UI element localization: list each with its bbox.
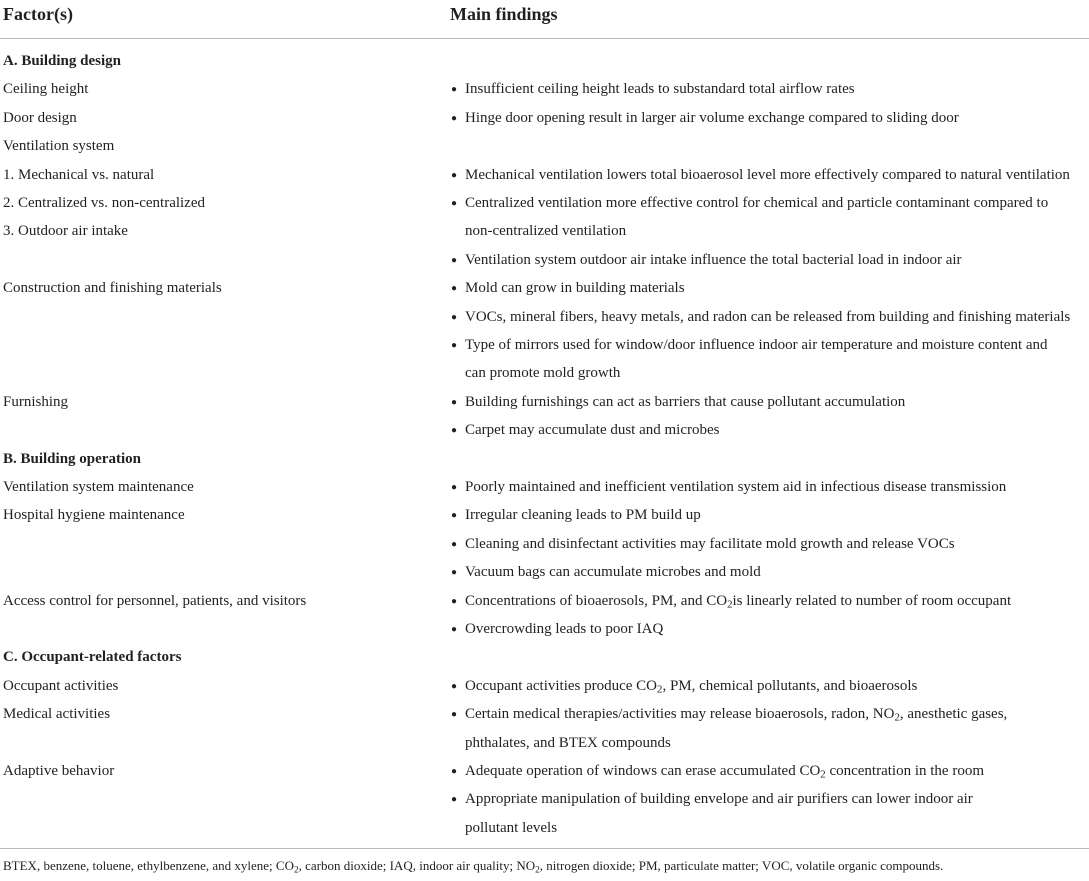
bullet-icon: ● (451, 794, 458, 806)
factor-cell: Ventilation system maintenance (3, 479, 194, 495)
table-row (0, 559, 1089, 587)
table-row (0, 389, 1089, 417)
factor-cell: Furnishing (3, 393, 69, 410)
section-row (0, 644, 1089, 672)
finding-cell: Certain medical therapies/activities may release bioaerosols, radon, $NO_2$, anesthetic gases, (465, 706, 1008, 724)
finding-cell: Ventilation system outdoor air intake influence the total bacterial load in indoor air (465, 251, 962, 268)
factor-cell: 3. Outdoor air intake (3, 223, 128, 240)
table-row (0, 304, 1089, 332)
finding-cell: non-centralized ventilation (465, 223, 627, 240)
table-row (0, 417, 1089, 445)
finding-cell: Concentrations of bioaerosols, PM, and $CO_2is$ linearly related to number of room occupant (465, 592, 1012, 611)
bullet-icon: ● (451, 482, 458, 493)
findings-column-header: Main findings (450, 4, 558, 24)
section-row (0, 48, 1089, 76)
finding-cell: Carpet may accumulate dust and microbes (465, 422, 720, 439)
finding-cell: phthalates, and BTEX compounds (465, 734, 671, 751)
table-row (0, 474, 1089, 502)
factor-cell: 2. Centralized vs. non-centralized (3, 195, 206, 211)
finding-cell: Appropriate manipulation of building envelope and air purifiers can lower indoor air (465, 791, 973, 808)
factor-column-header: Factor(s) (3, 4, 73, 24)
finding-cell: VOCs, mineral fibers, heavy metals, and radon can be released from building and finishing materials (465, 308, 1071, 325)
table-row (0, 815, 1089, 843)
table-row (0, 673, 1089, 701)
bullet-icon: ● (451, 254, 458, 266)
table-row (0, 360, 1089, 388)
bullet-icon: ● (451, 169, 458, 181)
table-row (0, 247, 1089, 275)
factor-cell: Adaptive behavior (3, 763, 115, 779)
table-row (0, 133, 1089, 161)
bullet-icon: ● (451, 510, 458, 522)
bullet-icon: ● (451, 595, 458, 607)
bullet-icon: ● (451, 311, 458, 323)
bullet-icon: ● (451, 425, 458, 437)
table-row (0, 531, 1089, 559)
factor-cell: Access control for personnel, patients, and visitors (3, 592, 307, 609)
finding-cell: can promote mold growth (465, 365, 621, 382)
factor-cell: Construction and finishing materials (3, 280, 222, 297)
bullet-icon: ● (451, 112, 458, 124)
factor-cell: Door design (3, 109, 77, 126)
finding-cell: Hinge door opening result in larger air volume exchange compared to sliding door (465, 109, 959, 126)
table-row (0, 190, 1089, 218)
table-row (0, 218, 1089, 246)
bullet-icon: ● (451, 567, 458, 579)
section-heading: B. Building operation (3, 450, 141, 467)
table-row (0, 616, 1089, 644)
section-heading: C. Occupant-related factors (3, 649, 182, 666)
table-row (0, 162, 1089, 190)
bullet-icon: ● (451, 538, 458, 550)
bullet-icon: ● (451, 624, 458, 635)
table-row (0, 758, 1089, 786)
section-heading: A. Building design (3, 53, 121, 69)
bullet-icon: ● (451, 340, 458, 351)
factor-cell: 1. Mechanical vs. natural (3, 166, 155, 183)
factor-cell: Medical activities (3, 706, 111, 723)
table-footnote: BTEX, benzene, toluene, ethylbenzene, and xylene; $CO_2$, carbon dioxide; IAQ, indoor air quality; $NO_2$, nitrogen dioxide; PM, particulate matter; VOC, volatile organic compounds. (3, 858, 944, 876)
finding-cell: Mold can grow in building materials (465, 280, 685, 297)
table-row (0, 332, 1089, 360)
table-row (0, 588, 1089, 616)
factor-cell: Ceiling height (3, 81, 89, 98)
footer-divider (0, 848, 1089, 849)
finding-cell: Type of mirrors used for window/door influence indoor air temperature and moisture content and (465, 337, 1048, 353)
finding-cell: Mechanical ventilation lowers total bioaerosol level more effectively compared to natural ventilation (465, 166, 1070, 183)
table-row (0, 275, 1089, 303)
bullet-icon: ● (451, 680, 458, 692)
finding-cell: pollutant levels (465, 819, 558, 836)
finding-cell: Building furnishings can act as barriers that cause pollutant accumulation (465, 393, 906, 410)
factor-cell: Occupant activities (3, 677, 119, 694)
table-header (0, 0, 1089, 39)
finding-cell: Poorly maintained and inefficient ventilation system aid in infectious disease transmission (465, 479, 1007, 495)
finding-cell: Occupant activities produce $CO_2$, PM, chemical pollutants, and bioaerosols (465, 677, 918, 696)
table-row (0, 76, 1089, 104)
bullet-icon: ● (451, 84, 458, 96)
bullet-icon: ● (451, 396, 458, 408)
table-row (0, 730, 1089, 758)
table-row (0, 701, 1089, 729)
finding-cell: Adequate operation of windows can erase accumulated $CO_2$ concentration in the room (465, 763, 984, 781)
finding-cell: Insufficient ceiling height leads to substandard total airflow rates (465, 81, 855, 98)
bullet-icon: ● (451, 198, 458, 209)
finding-cell: Centralized ventilation more effective control for chemical and particle contaminant compared to (465, 195, 1049, 211)
table-row (0, 502, 1089, 530)
table-row (0, 105, 1089, 133)
factor-cell: Ventilation system (3, 138, 115, 155)
bullet-icon: ● (451, 766, 458, 777)
factor-cell: Hospital hygiene maintenance (3, 507, 185, 524)
bullet-icon: ● (451, 709, 458, 721)
finding-cell: Vacuum bags can accumulate microbes and mold (465, 564, 761, 581)
finding-cell: Overcrowding leads to poor IAQ (465, 621, 664, 637)
finding-cell: Cleaning and disinfectant activities may facilitate mold growth and release VOCs (465, 535, 955, 552)
section-row (0, 446, 1089, 474)
table-row (0, 786, 1089, 814)
bullet-icon: ● (451, 283, 458, 295)
finding-cell: Irregular cleaning leads to PM build up (465, 507, 701, 524)
